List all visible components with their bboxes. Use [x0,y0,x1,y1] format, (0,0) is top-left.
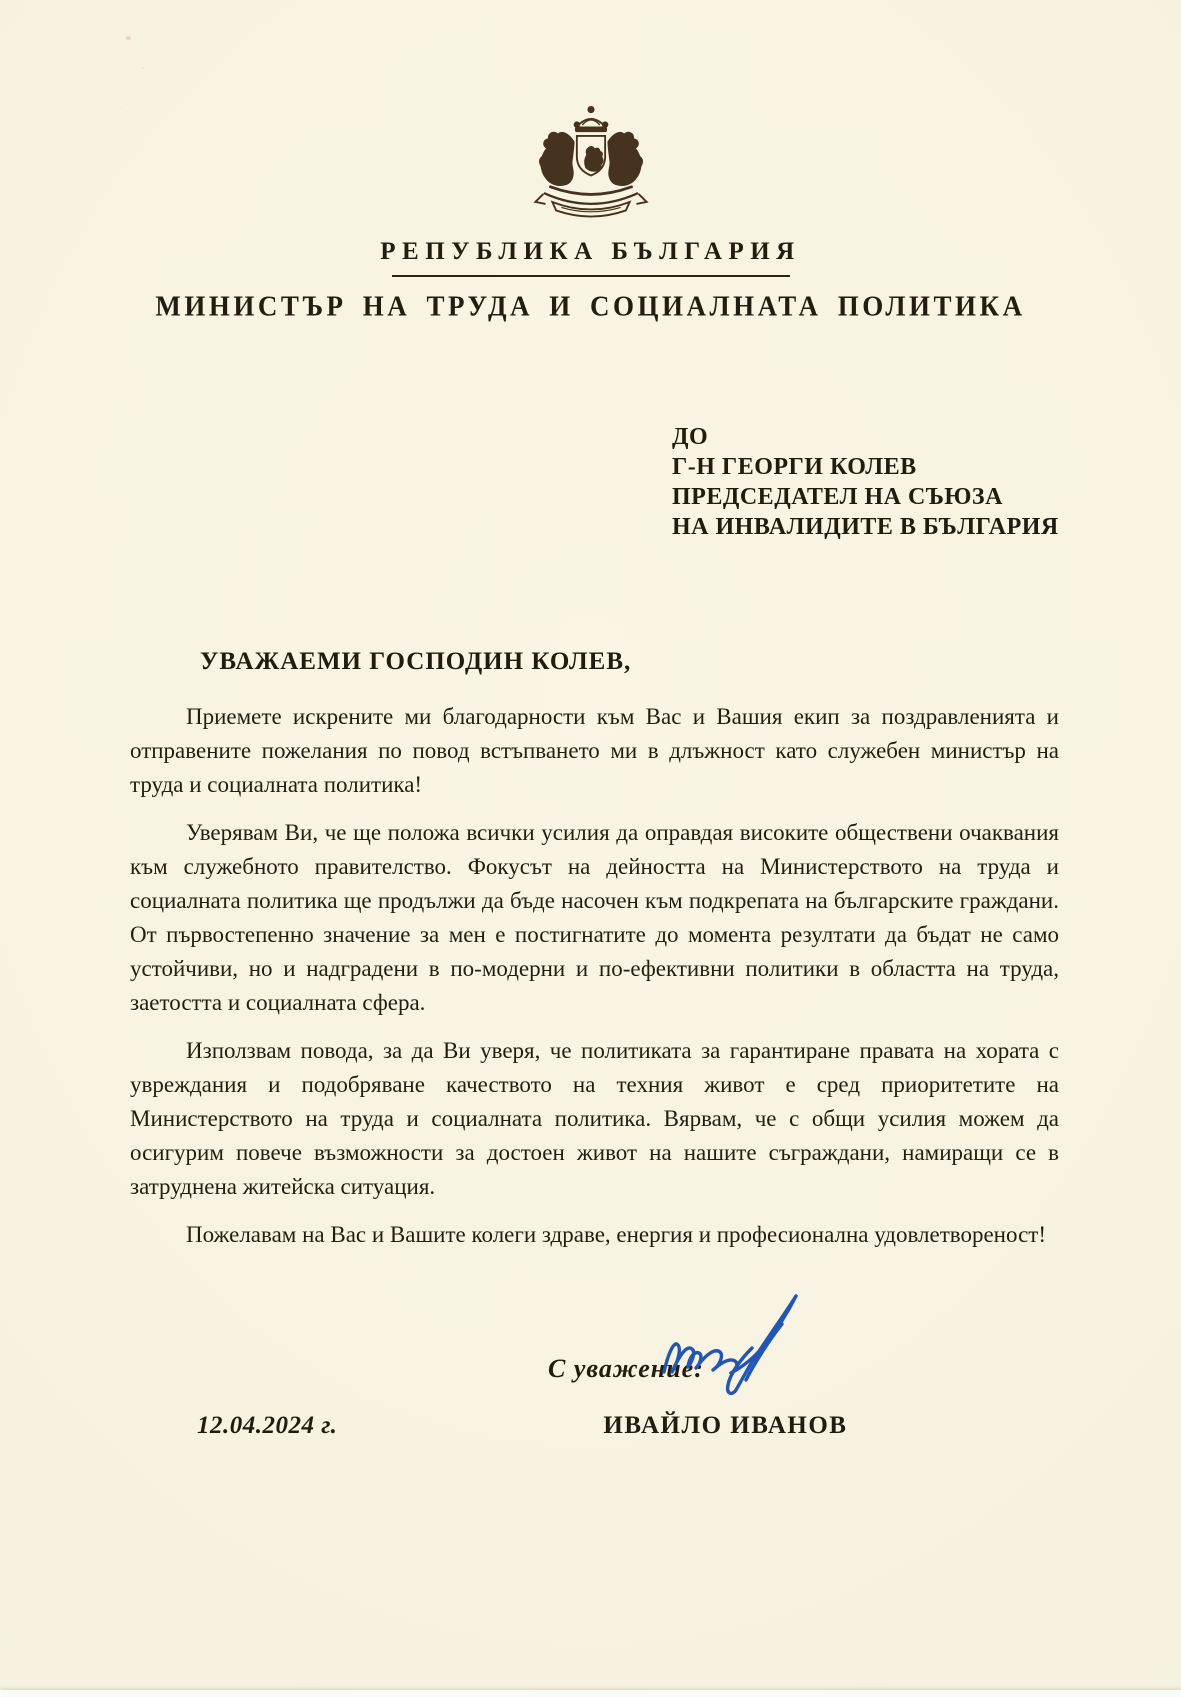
ministry-title: МИНИСТЪР НА ТРУДА И СОЦИАЛНАТА ПОЛИТИКА [155,290,1026,322]
paragraph-3: Използвам повода, за да Ви уверя, че политиката за гарантиране правата на хората с увреждания и подобряване качеството на техния живот е сред приоритетите на Министерството на труда и социалната политика. Вярвам, че с общи усилия можем да осигурим повече възможности за достоен живот на нашите съграждани, намиращи се в затруднена житейска ситуация. [130,1038,1059,1199]
recipient-line-org: НА ИНВАЛИДИТЕ В БЪЛГАРИЯ [672,514,1059,540]
letter-body [0,700,1181,1252]
letter-date: 12.04.2024 г. [197,1412,338,1439]
header-divider [392,275,790,277]
paragraph-2: Уверявам Ви, че ще положа всички усилия да оправдая високите обществени очаквания към служебното правителство. Фокусът на дейността на Министерството на труда и социалната политика ще продължи да бъде насочен към подкрепата на българските граждани. От първостепенно значение за мен е постигнатите до момента резултати да бъдат не само устойчиви, но и надградени в по-модерни и по-ефективни политики в областта на труда, заетостта и социалната сфера. [130,820,1059,1015]
signer-name: ИВАЙЛО ИВАНОВ [603,1412,848,1439]
paragraph-4: Пожелавам на Вас и Вашите колеги здраве, енергия и професионална удовлетвореност! [186,1222,1046,1247]
recipient-block [672,422,1181,542]
recipient-line-title: ПРЕДСЕДАТЕЛ НА СЪЮЗА [672,484,1003,510]
letterhead [0,0,1181,322]
handwritten-signature-icon [656,1288,826,1406]
recipient-line-name: Г-Н ГЕОРГИ КОЛЕВ [672,454,917,480]
republic-title: РЕПУБЛИКА БЪЛГАРИЯ [380,238,801,265]
closing-block [548,1354,1181,1390]
paragraph-1: Приемете искрените ми благодарности към Вас и Вашия екип за поздравленията и отправените пожелания по повод встъпването ми в длъжност като служебен министър на труда и социалната политика! [130,704,1059,797]
recipient-line-to: ДО [672,424,709,450]
salutation: УВАЖАЕМИ ГОСПОДИН КОЛЕВ, [200,648,632,675]
bulgaria-coat-of-arms-icon [518,102,664,234]
valediction-label: С уважение: [548,1354,704,1383]
footer-row [0,1412,1181,1440]
